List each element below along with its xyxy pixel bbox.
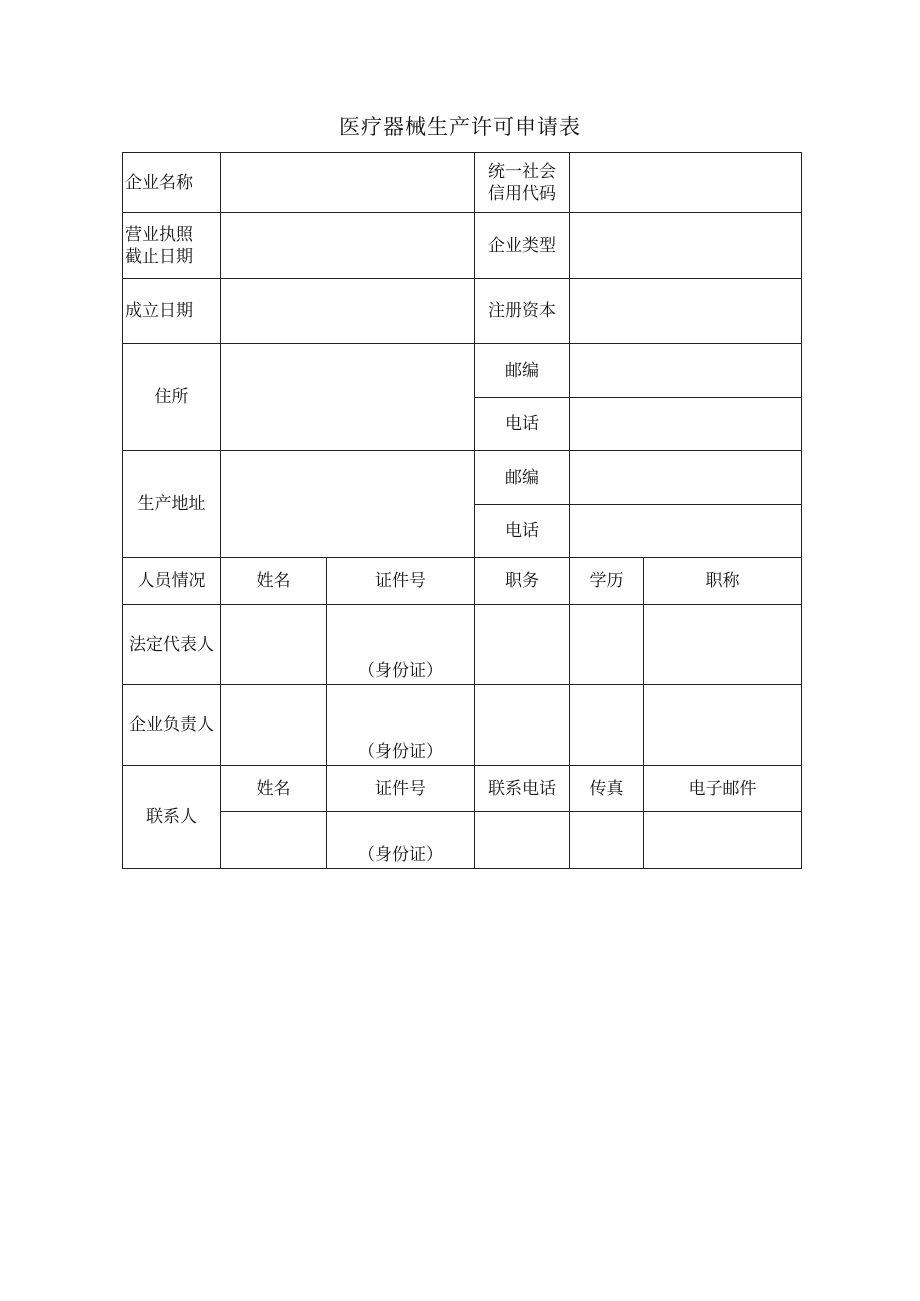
row-contact-values — [123, 812, 802, 869]
label-registered-capital: 注册资本 — [475, 279, 570, 344]
personnel-header-name: 姓名 — [221, 558, 327, 605]
row-license-expiry — [123, 213, 802, 279]
form-title: 医疗器械生产许可申请表 — [339, 115, 581, 139]
company-head-education-field[interactable] — [570, 685, 644, 766]
label-license-expiry-line2: 截止日期 — [125, 246, 193, 267]
row-established-date — [123, 279, 802, 344]
row-production-postcode — [123, 451, 802, 505]
contact-name-field[interactable] — [221, 812, 327, 869]
credit-code-field[interactable] — [570, 153, 802, 213]
personnel-header-id: 证件号 — [327, 558, 475, 605]
contact-fax-field[interactable] — [570, 812, 644, 869]
contact-email-field[interactable] — [644, 812, 802, 869]
label-credit-code-line1: 统一社会 — [488, 161, 556, 182]
contact-phone-field[interactable] — [475, 812, 570, 869]
established-date-field[interactable] — [221, 279, 475, 344]
label-contact: 联系人 — [123, 766, 221, 869]
label-residence: 住所 — [123, 344, 221, 451]
personnel-header-title: 职称 — [644, 558, 802, 605]
contact-header-email: 电子邮件 — [644, 766, 802, 812]
label-company-name: 企业名称 — [123, 153, 221, 213]
label-credit-code — [475, 153, 570, 213]
legal-rep-name-field[interactable] — [221, 605, 327, 685]
company-head-position-field[interactable] — [475, 685, 570, 766]
row-contact-header — [123, 766, 802, 812]
company-head-title-field[interactable] — [644, 685, 802, 766]
company-head-id-field[interactable] — [327, 685, 475, 766]
company-type-field[interactable] — [570, 213, 802, 279]
legal-rep-title-field[interactable] — [644, 605, 802, 685]
contact-header-id: 证件号 — [327, 766, 475, 812]
contact-header-phone: 联系电话 — [475, 766, 570, 812]
contact-header-name: 姓名 — [221, 766, 327, 812]
row-company-head — [123, 685, 802, 766]
label-production-phone: 电话 — [475, 505, 570, 558]
production-postcode-field[interactable] — [570, 451, 802, 505]
row-residence-postcode — [123, 344, 802, 398]
production-address-field[interactable] — [221, 451, 475, 558]
personnel-header-education: 学历 — [570, 558, 644, 605]
residence-field[interactable] — [221, 344, 475, 451]
legal-rep-education-field[interactable] — [570, 605, 644, 685]
contact-id-hint: （身份证） — [358, 845, 443, 865]
personnel-header-label: 人员情况 — [123, 558, 221, 605]
legal-rep-id-field[interactable] — [327, 605, 475, 685]
application-form-table — [122, 152, 802, 869]
license-expiry-field[interactable] — [221, 213, 475, 279]
label-license-expiry-line1: 营业执照 — [125, 224, 193, 245]
row-personnel-header — [123, 558, 802, 605]
label-production-address: 生产地址 — [123, 451, 221, 558]
label-credit-code-line2: 信用代码 — [488, 183, 556, 204]
label-residence-phone: 电话 — [475, 398, 570, 451]
label-company-head: 企业负责人 — [123, 685, 221, 766]
label-residence-postcode: 邮编 — [475, 344, 570, 398]
residence-phone-field[interactable] — [570, 398, 802, 451]
label-company-type: 企业类型 — [475, 213, 570, 279]
production-phone-field[interactable] — [570, 505, 802, 558]
row-company-name — [123, 153, 802, 213]
contact-id-field[interactable] — [327, 812, 475, 869]
personnel-header-position: 职务 — [475, 558, 570, 605]
label-license-expiry — [123, 213, 221, 279]
company-head-name-field[interactable] — [221, 685, 327, 766]
residence-postcode-field[interactable] — [570, 344, 802, 398]
legal-rep-position-field[interactable] — [475, 605, 570, 685]
label-legal-representative: 法定代表人 — [123, 605, 221, 685]
company-name-field[interactable] — [221, 153, 475, 213]
contact-header-fax: 传真 — [570, 766, 644, 812]
registered-capital-field[interactable] — [570, 279, 802, 344]
label-production-postcode: 邮编 — [475, 451, 570, 505]
legal-rep-id-hint: （身份证） — [358, 661, 443, 681]
company-head-id-hint: （身份证） — [358, 742, 443, 762]
row-legal-representative — [123, 605, 802, 685]
label-established-date: 成立日期 — [123, 279, 221, 344]
